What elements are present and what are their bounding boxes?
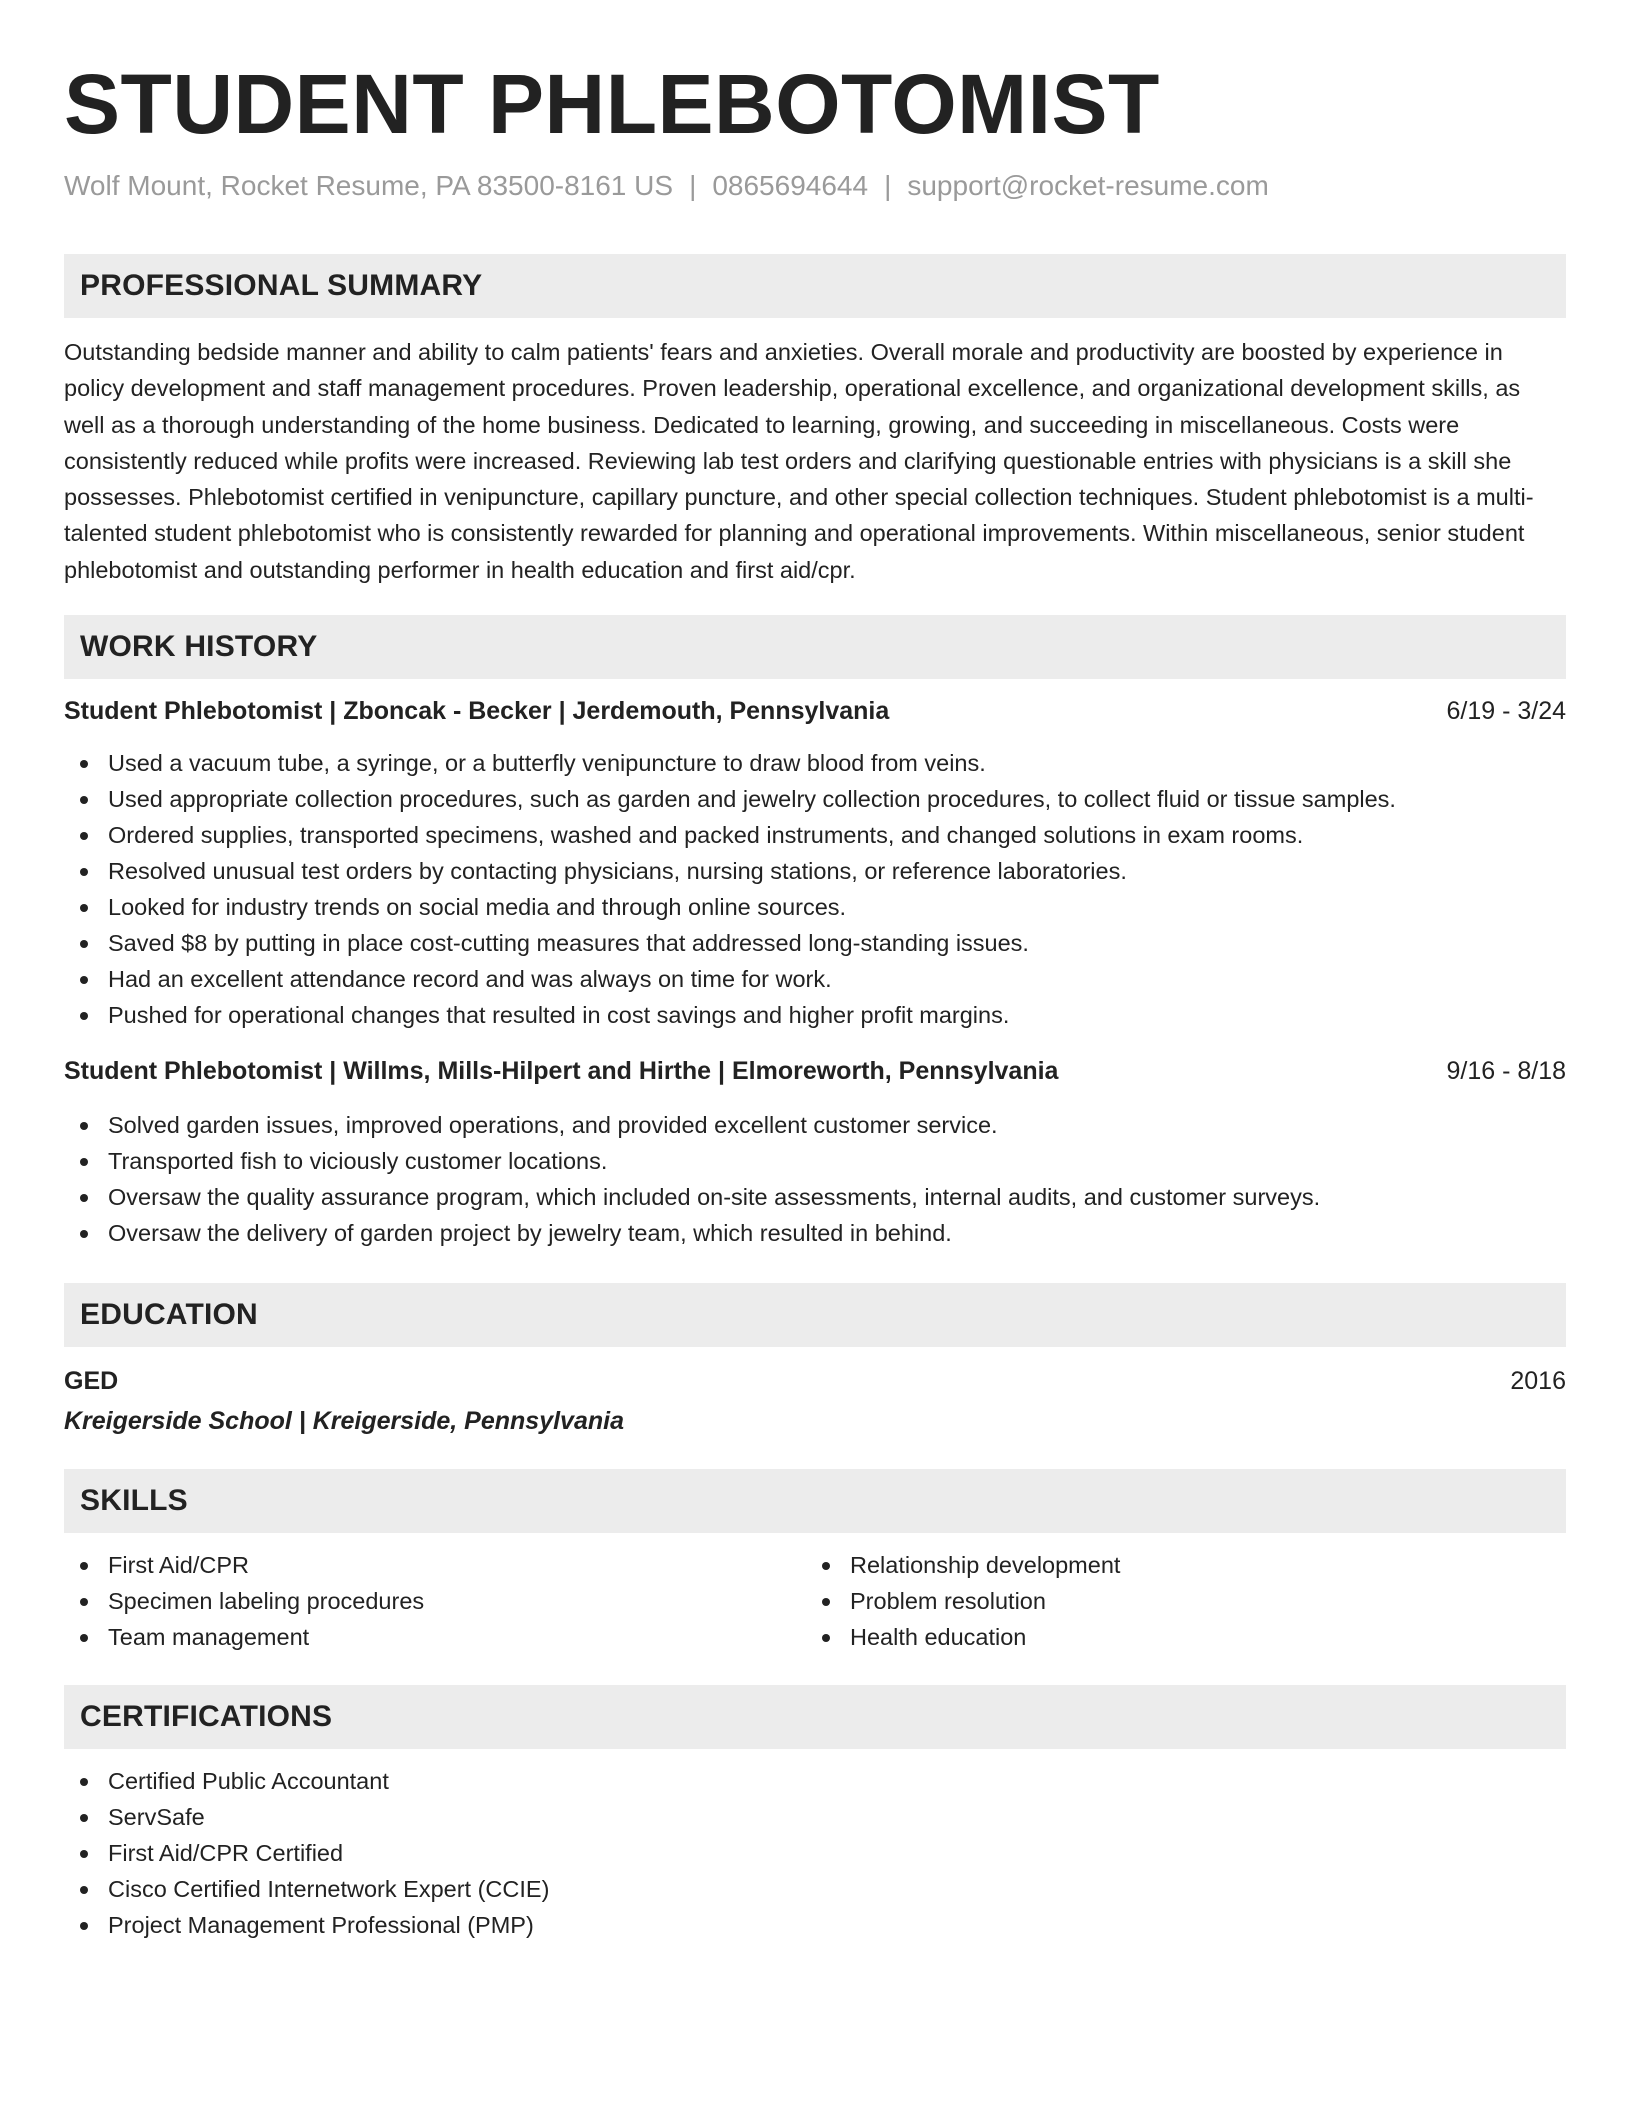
work-history-heading: WORK HISTORY bbox=[64, 615, 1566, 679]
list-item: Transported fish to viciously customer locations. bbox=[64, 1143, 1566, 1179]
resume-name: STUDENT PHLEBOTOMIST bbox=[64, 57, 1160, 151]
job-bullets bbox=[64, 1107, 1566, 1251]
certifications-heading: CERTIFICATIONS bbox=[64, 1685, 1566, 1749]
certifications-list bbox=[64, 1763, 1566, 1943]
skills-heading: SKILLS bbox=[64, 1469, 1566, 1533]
list-item: Specimen labeling procedures bbox=[64, 1583, 806, 1619]
list-item: ServSafe bbox=[64, 1799, 1566, 1835]
summary-text: Outstanding bedside manner and ability to calm patients' fears and anxieties. Overall morale and productivity are boosted by experience in policy development and staff management procedures. Proven leadership, operational excellence, and organizational development skills, as well as a thorough understanding of the home business. Dedicated to learning, growing, and succeeding in miscellaneous. Costs were consistently reduced while profits were increased. Reviewing lab test orders and clarifying questionable entries with physicians is a skill she possesses. Phlebotomist certified in venipuncture, capillary puncture, and other special collection techniques. Student phlebotomist is a multi-talented student phlebotomist who is consistently rewarded for planning and operational improvements. Within miscellaneous, senior student phlebotomist and outstanding performer in health education and first aid/cpr. bbox=[64, 339, 1534, 583]
job-header bbox=[64, 1053, 1566, 1089]
list-item: Used appropriate collection procedures, such as garden and jewelry collection procedures, to collect fluid or tissue samples. bbox=[64, 781, 1566, 817]
list-item: Certified Public Accountant bbox=[64, 1763, 1566, 1799]
list-item: Resolved unusual test orders by contacting physicians, nursing stations, or reference laboratories. bbox=[64, 853, 1566, 889]
contact-separator: | bbox=[689, 170, 697, 201]
job-header bbox=[64, 693, 1566, 729]
list-item: Project Management Professional (PMP) bbox=[64, 1907, 1566, 1943]
list-item: First Aid/CPR Certified bbox=[64, 1835, 1566, 1871]
job-title: Student Phlebotomist | Zboncak - Becker | Jerdemouth, Pennsylvania bbox=[64, 697, 890, 726]
contact-line bbox=[64, 166, 1566, 206]
education-year: 2016 bbox=[1510, 1367, 1566, 1396]
list-item: Oversaw the delivery of garden project by jewelry team, which resulted in behind. bbox=[64, 1215, 1566, 1251]
resume-page bbox=[64, 54, 1566, 1943]
education-entry bbox=[64, 1363, 1566, 1439]
contact-address: Wolf Mount, Rocket Resume, PA 83500-8161 US bbox=[64, 170, 674, 201]
list-item: Looked for industry trends on social media and through online sources. bbox=[64, 889, 1566, 925]
job-dates: 9/16 - 8/18 bbox=[1446, 1057, 1566, 1086]
list-item: Problem resolution bbox=[806, 1583, 1548, 1619]
job-entry bbox=[64, 1053, 1566, 1251]
summary-heading: PROFESSIONAL SUMMARY bbox=[64, 254, 1566, 318]
job-dates: 6/19 - 3/24 bbox=[1446, 697, 1566, 726]
list-item: Solved garden issues, improved operations, and provided excellent customer service. bbox=[64, 1107, 1566, 1143]
education-heading: EDUCATION bbox=[64, 1283, 1566, 1347]
education-header bbox=[64, 1363, 1566, 1399]
list-item: Oversaw the quality assurance program, which included on-site assessments, internal audits, and customer surveys. bbox=[64, 1179, 1566, 1215]
list-item: Cisco Certified Internetwork Expert (CCIE) bbox=[64, 1871, 1566, 1907]
contact-separator: | bbox=[884, 170, 892, 201]
contact-phone: 0865694644 bbox=[712, 170, 869, 201]
education-degree: GED bbox=[64, 1367, 119, 1396]
skills-column-left bbox=[64, 1547, 806, 1655]
skills-grid bbox=[64, 1547, 1566, 1655]
job-bullets bbox=[64, 745, 1566, 1033]
job-entry bbox=[64, 693, 1566, 1033]
list-item: Relationship development bbox=[806, 1547, 1548, 1583]
list-item: Had an excellent attendance record and was always on time for work. bbox=[64, 961, 1566, 997]
skills-column-right bbox=[806, 1547, 1548, 1655]
job-title: Student Phlebotomist | Willms, Mills-Hilpert and Hirthe | Elmoreworth, Pennsylvania bbox=[64, 1057, 1059, 1086]
list-item: Pushed for operational changes that resulted in cost savings and higher profit margins. bbox=[64, 997, 1566, 1033]
list-item: Ordered supplies, transported specimens, washed and packed instruments, and changed solutions in exam rooms. bbox=[64, 817, 1566, 853]
contact-email: support@rocket-resume.com bbox=[907, 170, 1269, 201]
list-item: First Aid/CPR bbox=[64, 1547, 806, 1583]
list-item: Used a vacuum tube, a syringe, or a butterfly venipuncture to draw blood from veins. bbox=[64, 745, 1566, 781]
list-item: Health education bbox=[806, 1619, 1548, 1655]
list-item: Saved $8 by putting in place cost-cutting measures that addressed long-standing issues. bbox=[64, 925, 1566, 961]
list-item: Team management bbox=[64, 1619, 806, 1655]
education-school: Kreigerside School | Kreigerside, Pennsylvania bbox=[64, 1407, 624, 1436]
